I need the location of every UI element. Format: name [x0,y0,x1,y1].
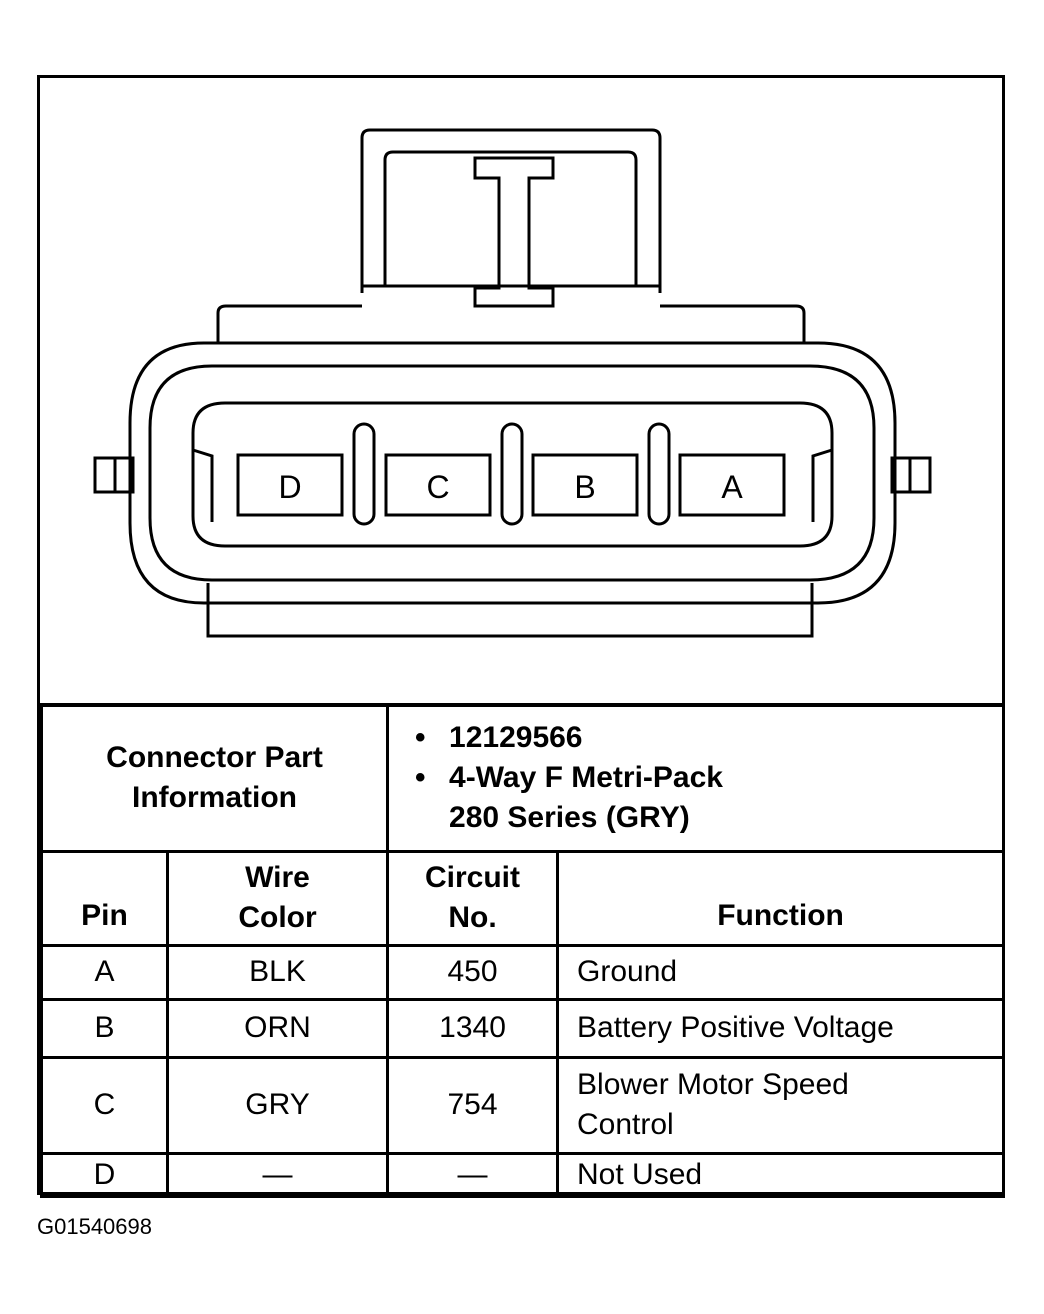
diagram-frame [37,75,1005,1195]
cell-function-line2: Control [577,1108,674,1141]
latch-i-shape [475,158,553,306]
table-header-row [42,851,1004,945]
cell-function-line1: Blower Motor Speed [577,1068,849,1101]
table-row [42,1057,1004,1153]
cell-function: Not Used [558,1153,1004,1196]
header-circuit-no [388,851,558,945]
connector-face-drawing [40,78,1002,703]
bottom-skirt [208,583,812,636]
outer-body-inner [150,366,874,580]
cell-wire-color: ORN [168,999,388,1057]
cell-pin: B [42,999,168,1057]
header-wire-color [168,851,388,945]
header-function: Function [558,851,1004,945]
cell-wire-color: — [168,1153,388,1196]
cell-wire-color: GRY [168,1057,388,1153]
table-row [42,945,1004,999]
cell-circuit: 450 [388,945,558,999]
cell-pin: D [42,1153,168,1196]
part-number [415,718,1002,758]
pin-separator [502,424,522,524]
part-info-row [42,705,1004,851]
cell-circuit: 1340 [388,999,558,1057]
pin-label-b: B [574,469,596,505]
header-wire-line1: Wire [245,861,310,894]
table-row [42,1153,1004,1196]
table-row [42,999,1004,1057]
part-number-text: 12129566 [449,721,583,755]
cell-circuit: — [388,1153,558,1196]
lock-tab-housing [362,130,660,293]
part-description-cont [449,798,1002,838]
part-info-label [42,705,388,851]
pin-separator [354,424,374,524]
pin-label-d: D [278,469,302,505]
part-description-line1: 4-Way F Metri-Pack [449,761,723,795]
part-description [415,758,1002,798]
cell-pin: A [42,945,168,999]
connector-pinout-table [40,703,1005,1198]
bullet-icon: • [415,721,426,755]
pin-separator [649,424,669,524]
part-description-line2: 280 Series (GRY) [449,801,690,835]
header-pin: Pin [42,851,168,945]
cell-pin: C [42,1057,168,1153]
header-circuit-line1: Circuit [425,861,521,894]
figure-id: G01540698 [37,1214,152,1239]
upper-shoulder [218,306,804,343]
connector-face-svg [40,78,1002,703]
cell-function [558,1057,1004,1153]
cell-wire-color: BLK [168,945,388,999]
part-info-label-line2: Information [132,781,297,815]
pin-label-c: C [426,469,450,505]
header-circuit-line2: No. [448,901,497,934]
bullet-icon: • [415,761,426,795]
header-wire-line2: Color [238,901,317,934]
pin-label-a: A [721,469,743,505]
lock-tab-inner [385,152,636,286]
outer-body [130,343,895,603]
cell-function: Battery Positive Voltage [558,999,1004,1057]
part-info-details [388,705,1004,851]
cell-circuit: 754 [388,1057,558,1153]
part-info-label-line1: Connector Part [106,741,323,775]
cell-function: Ground [558,945,1004,999]
